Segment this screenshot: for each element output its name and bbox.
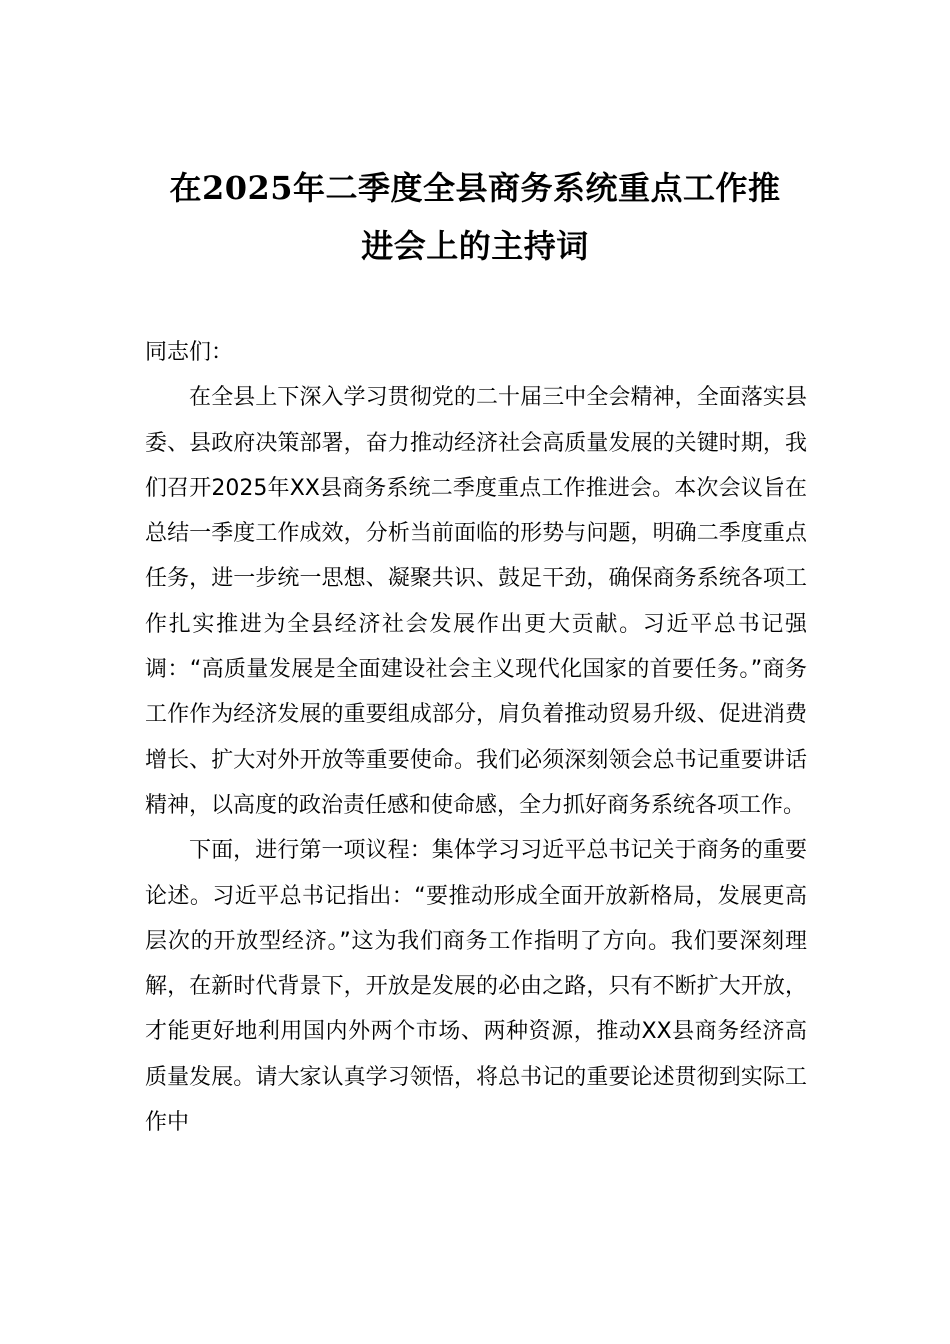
title-line-1: 在2025年二季度全县商务系统重点工作推	[169, 169, 781, 207]
document-body	[145, 330, 807, 1145]
greeting: 同志们：	[145, 340, 234, 365]
title-line-2: 进会上的主持词	[361, 227, 589, 265]
paragraph-opening: 在全县上下深入学习贯彻党的二十届三中全会精神，全面落实县委、县政府决策部署，奋力推动经济社会高质量发展的关键时期，我们召开2025年XX县商务系统二季度重点工作推进会。本次会议旨在总结一季度工作成效，分析当前面临的形势与问题，明确二季度重点任务，进一步统一思想、凝聚共识、鼓足干劲，确保商务系统各项工作扎实推进为全县经济社会发展作出更大贡献。习近平总书记强调：“高质量发展是全面建设社会主义现代化国家的首要任务。”商务工作作为经济发展的重要组成部分，肩负着推动贸易升级、促进消费增长、扩大对外开放等重要使命。我们必须深刻领会总书记重要讲话精神，以高度的政治责任感和使命感，全力抓好商务系统各项工作。	[145, 385, 807, 818]
paragraph-agenda-item-1: 下面，进行第一项议程：集体学习习近平总书记关于商务的重要论述。习近平总书记指出：“要推动形成全面开放新格局，发展更高层次的开放型经济。”这为我们商务工作指明了方向。我们要深刻理解，在新时代背景下，开放是发展的必由之路，只有不断扩大开放，才能更好地利用国内外两个市场、两种资源，推动XX县商务经济高质量发展。请大家认真学习领悟，将总书记的重要论述贯彻到实际工作中	[145, 838, 807, 1136]
document-title	[145, 159, 805, 275]
